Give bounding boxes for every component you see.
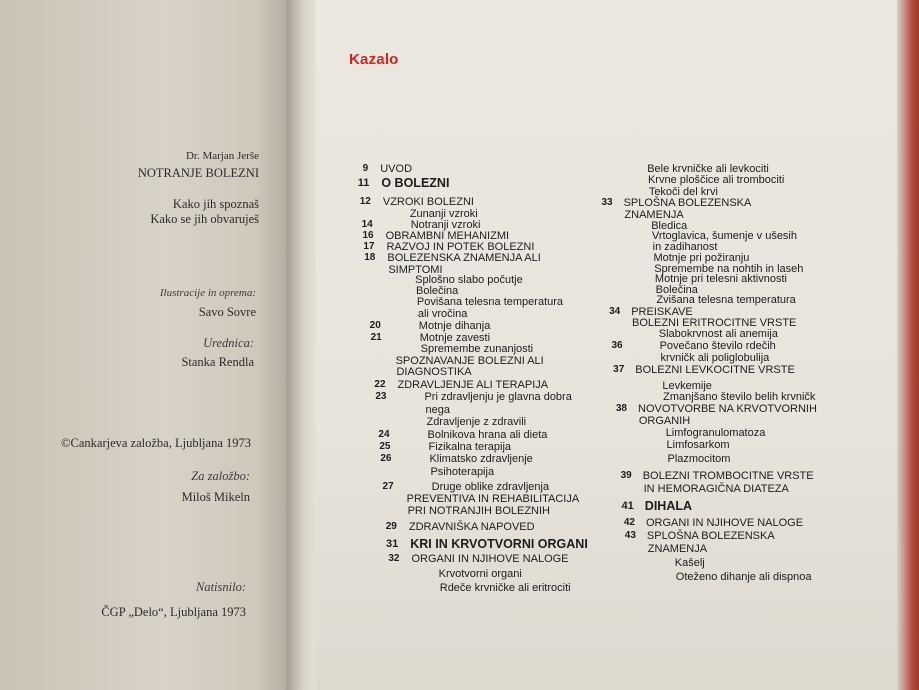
toc-entry-text: Druge oblike zdravljenja	[431, 481, 550, 493]
toc-entry-text: Limfogranulomatoza	[665, 427, 766, 439]
toc-page-number: 37	[613, 364, 625, 375]
toc-entry-text: Zdravljenje z zdravili	[426, 416, 527, 428]
toc-entry-text: Klimatsko zdravljenje	[429, 453, 533, 465]
toc-page-number: 18	[364, 252, 376, 263]
toc-entry-text: PRI NOTRANJIH BOLEZNIH	[407, 505, 550, 517]
toc-page-number: 25	[379, 441, 391, 452]
author: Dr. Marjan Jerše	[185, 150, 259, 162]
toc-page-number: 27	[382, 481, 394, 492]
printer-name: ČGP „Delo“, Ljubljana 1973	[101, 605, 246, 619]
toc-entry-text: SPOZNAVANJE BOLEZNI ALI	[395, 355, 544, 367]
toc-entry-text: Krvne ploščice ali trombociti	[647, 174, 785, 186]
editor-label: Urednica:	[203, 336, 254, 350]
toc-page-number: 29	[385, 521, 397, 532]
printer-label: Natisnilo:	[195, 580, 246, 594]
toc-page-number: 32	[388, 553, 400, 564]
toc-page-number: 31	[385, 538, 399, 550]
toc-entry-text: Bledica	[651, 220, 688, 232]
toc-page-number: 33	[601, 197, 613, 208]
toc-entry-text: PREISKAVE	[631, 306, 693, 318]
toc-entry-text: SIMPTOMI	[388, 264, 443, 276]
toc-entry-text: Motnje dihanja	[418, 320, 491, 332]
subtitle-1: Kako jih spoznaš	[172, 197, 259, 211]
toc-page-number: 43	[624, 530, 636, 541]
toc-entry-text: ali vročina	[417, 308, 468, 320]
toc-entry-text: Vrtoglavica, šumenje v ušesih	[651, 230, 797, 242]
toc-entry-text: ORGANI IN NJIHOVE NALOGE	[411, 553, 569, 565]
publisher-label: Za založbo:	[191, 469, 250, 483]
toc-entry-text: Zmanjšano število belih krvničk	[663, 391, 816, 403]
toc-entry-text: RAZVOJ IN POTEK BOLEZNI	[386, 241, 535, 253]
toc-entry-text: DIAGNOSTIKA	[396, 366, 472, 378]
toc-page-number: 38	[615, 403, 627, 414]
contents-title: Kazalo	[349, 51, 399, 68]
editor-name: Stanka Rendla	[181, 355, 254, 369]
toc-page-number: 39	[620, 470, 632, 481]
toc-entry-text: OBRAMBNI MEHANIZMI	[385, 230, 510, 242]
toc-page-number: 17	[363, 241, 375, 252]
toc-entry-text: Spremembe na nohtih in laseh	[654, 263, 804, 275]
toc-entry-text: Limfosarkom	[666, 439, 730, 451]
toc-entry-text: Oteženo dihanje ali dispnoa	[675, 571, 812, 583]
toc-entry-text: Psihoterapija	[430, 466, 495, 478]
book-gutter	[286, 0, 316, 690]
toc-entry-text: BOLEZNI TROMBOCITNE VRSTE	[642, 470, 814, 482]
toc-entry-text: Slabokrvnost ali anemija	[658, 328, 778, 340]
toc-page-number: 26	[380, 453, 392, 464]
toc-entry-text: O BOLEZNI	[381, 176, 450, 190]
toc-entry-text: Povečano število rdečih	[659, 340, 776, 352]
toc-entry-text: Notranji vzroki	[410, 219, 481, 231]
copyright: ©Cankarjeva založba, Ljubljana 1973	[61, 436, 251, 450]
toc-page-number: 41	[621, 500, 634, 512]
toc-page-number: 24	[378, 429, 390, 440]
publisher-name: Miloš Mikeln	[181, 490, 250, 504]
toc-page-number: 16	[362, 230, 374, 241]
toc-entry-text: PREVENTIVA IN REHABILITACIJA	[406, 493, 580, 505]
toc-page-number: 22	[374, 379, 386, 390]
toc-entry-text: KRI IN KRVOTVORNI ORGANI	[410, 537, 588, 551]
toc-entry-text: ZDRAVLJENJE ALI TERAPIJA	[397, 379, 549, 391]
toc-page-number: 36	[611, 340, 623, 351]
left-page	[0, 0, 300, 690]
toc-entry-text: UVOD	[380, 163, 413, 175]
illustrations-name: Savo Sovre	[198, 305, 256, 319]
toc-entry-text: in zadihanost	[652, 241, 718, 253]
toc-entry-text: Splošno slabo počutje	[415, 274, 523, 286]
subtitle-2: Kako se jih obvaruješ	[150, 212, 259, 226]
toc-entry-text: VZROKI BOLEZNI	[382, 196, 474, 208]
toc-entry-text: Bolečina	[655, 284, 698, 296]
toc-entry-text: Motnje zavesti	[419, 332, 491, 344]
toc-page-number: 42	[623, 517, 635, 528]
toc-entry-text: Zvišana telesna temperatura	[656, 294, 796, 306]
toc-entry-text: Motnje pri telesni aktivnosti	[654, 273, 787, 285]
toc-entry-text: Krvotvorni organi	[438, 568, 522, 580]
toc-entry-text: SPLOŠNA BOLEZENSKA	[646, 530, 775, 542]
toc-entry-text: BOLEZNI LEVKOCITNE VRSTE	[635, 364, 795, 376]
toc-entry-text: Zunanji vzroki	[409, 208, 478, 220]
toc-page-number: 23	[375, 391, 387, 402]
toc-entry-text: BOLEZENSKA ZNAMENJA ALI	[387, 252, 541, 264]
toc-entry-text: NOVOTVORBE NA KRVOTVORNIH	[638, 403, 817, 415]
toc-entry-text: Levkemije	[662, 380, 712, 392]
toc-page-number: 12	[359, 196, 371, 207]
toc-entry-text: ZNAMENJA	[624, 209, 684, 221]
toc-entry-text: Bolečina	[416, 285, 459, 297]
toc-entry-text: Spremembe zunanjosti	[420, 343, 534, 355]
toc-entry-text: Bele krvničke ali levkociti	[647, 163, 769, 175]
book-cover-edge	[897, 0, 919, 690]
toc-entry-text: ORGANI IN NJIHOVE NALOGE	[645, 517, 804, 529]
toc-entry-text: ZDRAVNIŠKA NAPOVED	[408, 521, 535, 533]
toc-entry-text: ZNAMENJA	[647, 543, 708, 555]
toc-entry-text: Pri zdravljenju je glavna dobra	[424, 391, 572, 403]
toc-page-number: 14	[361, 219, 373, 230]
toc-page-number: 9	[362, 163, 369, 174]
toc-entry-text: SPLOŠNA BOLEZENSKA	[623, 197, 752, 209]
book-title: NOTRANJE BOLEZNI	[137, 166, 259, 180]
toc-entry-text: DIHALA	[644, 499, 693, 513]
toc-page-number: 34	[609, 306, 621, 317]
toc-entry-text: BOLEZNI ERITROCITNE VRSTE	[631, 317, 797, 329]
toc-page-number: 21	[370, 332, 382, 343]
toc-entry-text: Kašelj	[674, 557, 705, 569]
toc-entry-text: Tekoči del krvi	[648, 186, 718, 198]
toc-entry-text: nega	[425, 404, 450, 416]
toc-page-number: 20	[369, 320, 381, 331]
toc-entry-text: Fizikalna terapija	[428, 441, 512, 453]
toc-entry-text: krvničk ali poliglobulija	[660, 352, 770, 364]
toc-entry-text: Bolnikova hrana ali dieta	[427, 429, 548, 441]
toc-entry-text: Povišana telesna temperatura	[416, 296, 564, 308]
toc-entry-text: IN HEMORAGIČNA DIATEZA	[643, 483, 789, 495]
toc-entry-text: Plazmocitom	[667, 453, 731, 465]
toc-entry-text: Rdeče krvničke ali eritrociti	[439, 582, 571, 594]
illustrations-label: Ilustracije in oprema:	[159, 287, 256, 299]
toc-entry-text: ORGANIH	[638, 415, 691, 427]
toc-entry-text: Motnje pri požiranju	[653, 252, 750, 264]
toc-page-number: 11	[357, 177, 370, 189]
